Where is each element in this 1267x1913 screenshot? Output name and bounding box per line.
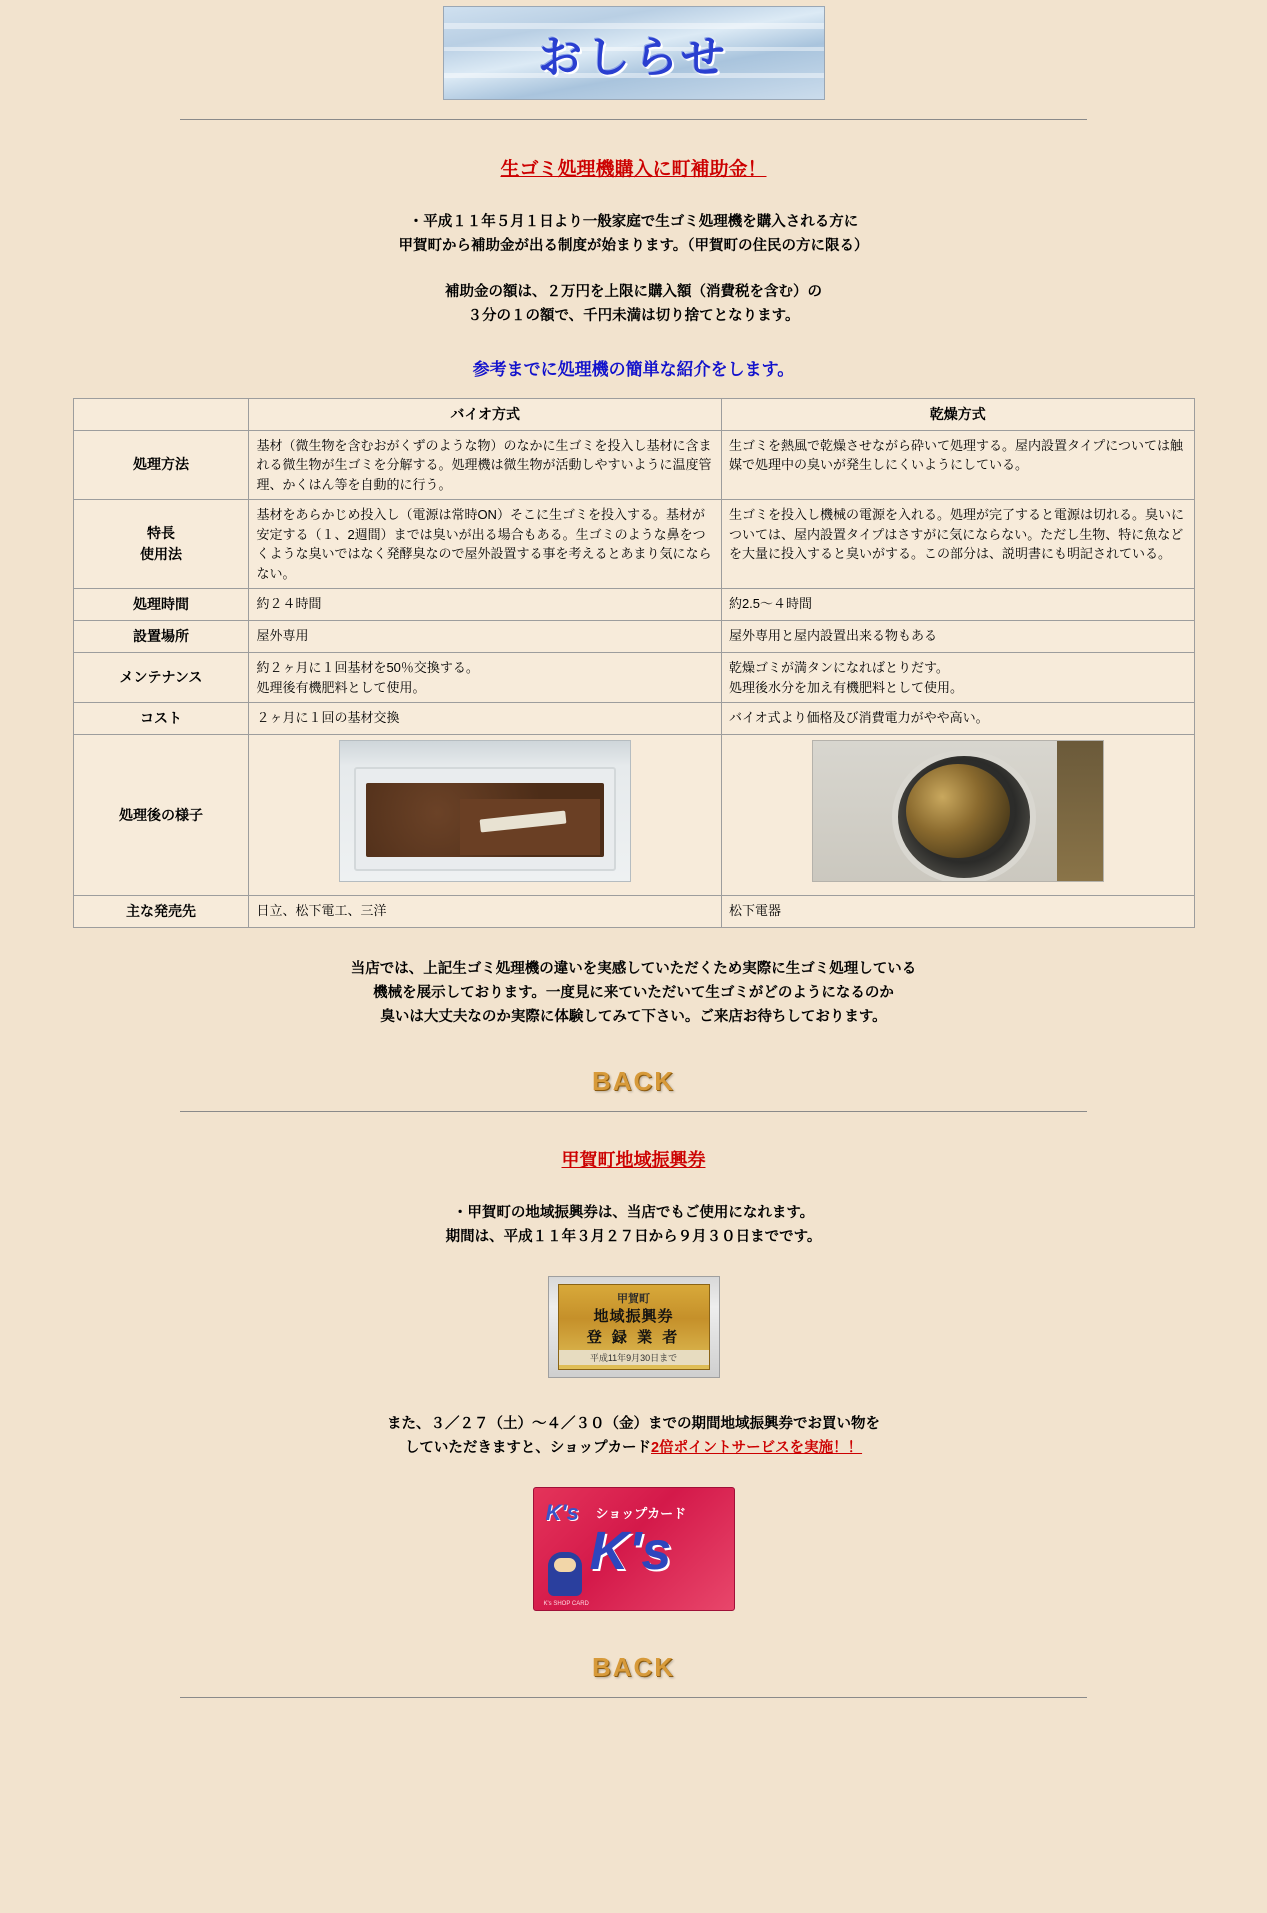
row-header-features-line2: 使用法 — [139, 546, 182, 563]
double-points-link[interactable]: 2倍ポイントサービスを実施！！ — [651, 1439, 863, 1456]
row-header-time: 処理時間 — [73, 589, 249, 621]
section1-p2-line1: 補助金の額は、２万円を上限に購入額（消費税を含む）の — [445, 283, 822, 300]
cell-time-bio: 約２４時間 — [249, 589, 722, 621]
cell-maintenance-bio-line2: 処理後有機肥料として使用。 — [256, 679, 426, 695]
cell-maintenance-bio-line1: 約２ヶ月に１回基材を50％交換する。 — [256, 660, 479, 676]
row-header-method: 処理方法 — [73, 430, 249, 500]
row-header-cost: コスト — [73, 703, 249, 735]
coupon-line-3: 登 録 業 者 — [586, 1328, 681, 1346]
cell-maintenance-dry-line2: 処理後水分を加え有機肥料として使用。 — [728, 679, 963, 695]
dry-machine-side — [1057, 741, 1103, 881]
table-row — [73, 896, 1194, 928]
section1-p1-line1: ・平成１１年５月１日より一般家庭で生ゴミ処理機を購入される方に — [408, 214, 859, 230]
section2-p1-line1: ・甲賀町の地域振興券は、当店でもご使用になれます。 — [452, 1204, 815, 1221]
back-link-1[interactable]: BACK — [591, 1065, 676, 1096]
section1-footer-text — [0, 958, 1267, 1030]
cell-after-dry-photo — [721, 735, 1194, 896]
cell-time-dry: 約2.5〜４時間 — [721, 589, 1194, 621]
cell-features-dry: 生ゴミを投入し機械の電源を入れる。処理が完了すると電源は切れる。臭いについては、屋内設置タイプはさすがに気にならない。ただし生物、特に魚などを大量に投入すると臭いがする。この部分は、説明書にも明記されている。 — [721, 500, 1194, 589]
page-banner — [443, 6, 825, 100]
banner-container — [0, 0, 1267, 105]
section1-paragraph-1 — [0, 211, 1267, 259]
section1-heading: 生ゴミ処理機購入に町補助金！ — [500, 159, 767, 180]
shopcard-brand-small: K's — [545, 1499, 579, 1525]
section1-footer-line1: 当店では、上記生ゴミ処理機の違いを実感していただくため実際に生ゴミ処理している — [350, 961, 917, 978]
cell-vendors-bio: 日立、松下電工、三洋 — [249, 896, 722, 928]
back-link-2[interactable]: BACK — [591, 1651, 676, 1682]
coupon-line-1: 甲賀町 — [617, 1292, 650, 1305]
cell-maintenance-dry — [721, 653, 1194, 703]
section2-paragraph-2 — [0, 1413, 1267, 1461]
dry-chips-shape — [906, 764, 1010, 858]
table-col-header-dry: 乾燥方式 — [721, 398, 1194, 430]
cell-method-bio: 基材（微生物を含むおがくずのような物）のなかに生ゴミを投入し基材に含まれる微生物が生ゴミを分解する。処理機は微生物が活動しやすいように温度管理、かくはん等を自動的に行う。 — [249, 430, 722, 500]
row-header-vendors: 主な発売先 — [73, 896, 249, 928]
cell-features-bio: 基材をあらかじめ投入し（電源は常時ON）そこに生ゴミを投入する。基材が安定する（１、2週間）までは臭いが出る場合もある。生ゴミのような鼻をつくような臭いではなく発酵臭なので屋外設置する事を考えるとあまり気にならない。 — [249, 500, 722, 589]
divider-top — [180, 119, 1087, 120]
cell-after-bio-photo — [249, 735, 722, 896]
table-row — [73, 653, 1194, 703]
bottom-spacer — [0, 1712, 1267, 1772]
coupon-line-2: 地域振興券 — [593, 1307, 674, 1325]
coupon-image-container — [0, 1276, 1267, 1383]
chiiki-shinkouken-coupon-image — [548, 1276, 720, 1378]
shopcard-image-container — [0, 1487, 1267, 1616]
back-link-1-container — [0, 1066, 1267, 1097]
table-row — [73, 500, 1194, 589]
shop-card-image — [533, 1487, 735, 1611]
section1-p2-line2: ３分の１の額で、千円未満は切り捨てとなります。 — [467, 307, 800, 324]
table-col-header-bio: バイオ方式 — [249, 398, 722, 430]
table-row — [73, 703, 1194, 735]
table-corner-cell — [73, 398, 249, 430]
cell-cost-dry: バイオ式より価格及び消費電力がやや高い。 — [721, 703, 1194, 735]
cell-location-bio: 屋外専用 — [249, 621, 722, 653]
cell-maintenance-bio — [249, 653, 722, 703]
comparison-table — [73, 398, 1195, 929]
row-header-location: 設置場所 — [73, 621, 249, 653]
row-header-after: 処理後の様子 — [73, 735, 249, 896]
divider-bottom — [180, 1697, 1087, 1698]
dry-drum-photo — [812, 740, 1104, 882]
banner-title: おしらせ — [538, 33, 729, 82]
table-row — [73, 430, 1194, 500]
shopcard-mascot-icon — [548, 1552, 582, 1596]
section2-p2-line1: また、３／２７（土）〜４／３０（金）までの期間地域振興券でお買い物を — [387, 1415, 880, 1432]
section1-footer-line2: 機械を展示しております。一度見に来ていただいて生ゴミがどのようになるのか — [373, 985, 894, 1002]
shopcard-label: ショップカード — [595, 1505, 687, 1521]
coupon-line-4: 平成11年9月30日まで — [559, 1350, 709, 1365]
section2-heading: 甲賀町地域振興券 — [561, 1149, 706, 1170]
section2-p2-line2-text: していただきますと、ショップカード — [404, 1439, 651, 1456]
table-row — [73, 621, 1194, 653]
cell-cost-bio: ２ヶ月に１回の基材交換 — [249, 703, 722, 735]
section1-p1-line2: 甲賀町から補助金が出る制度が始まります。（甲賀町の住民の方に限る） — [398, 237, 869, 254]
row-header-features-line1: 特長 — [146, 525, 175, 542]
divider-middle — [180, 1111, 1087, 1112]
cell-vendors-dry: 松下電器 — [721, 896, 1194, 928]
section2-p1-line2: 期間は、平成１１年３月２７日から９月３０日までです。 — [445, 1228, 822, 1245]
section1-footer-line3: 臭いは大丈夫なのか実際に体験してみて下さい。ご来店お待ちしております。 — [380, 1009, 887, 1026]
shopcard-brand-large: K's — [589, 1520, 672, 1581]
section2-paragraph-1 — [0, 1202, 1267, 1250]
section1-paragraph-2 — [0, 281, 1267, 329]
shopcard-footer-text: K's SHOP CARD — [543, 1600, 589, 1607]
table-row — [73, 735, 1194, 896]
back-link-2-container — [0, 1652, 1267, 1683]
section1-subheading: 参考までに処理機の簡単な紹介をします。 — [472, 359, 795, 379]
cell-maintenance-dry-line1: 乾燥ゴミが満タンになればとりだす。 — [728, 660, 949, 676]
coupon-inner-plate — [558, 1284, 710, 1370]
row-header-features — [73, 500, 249, 589]
bio-compost-photo — [339, 740, 631, 882]
cell-location-dry: 屋外専用と屋内設置出来る物もある — [721, 621, 1194, 653]
table-header-row — [73, 398, 1194, 430]
row-header-maintenance: メンテナンス — [73, 653, 249, 703]
table-row — [73, 589, 1194, 621]
cell-method-dry: 生ゴミを熱風で乾燥させながら砕いて処理する。屋内設置タイプについては触媒で処理中の臭いが発生しにくいようにしている。 — [721, 430, 1194, 500]
